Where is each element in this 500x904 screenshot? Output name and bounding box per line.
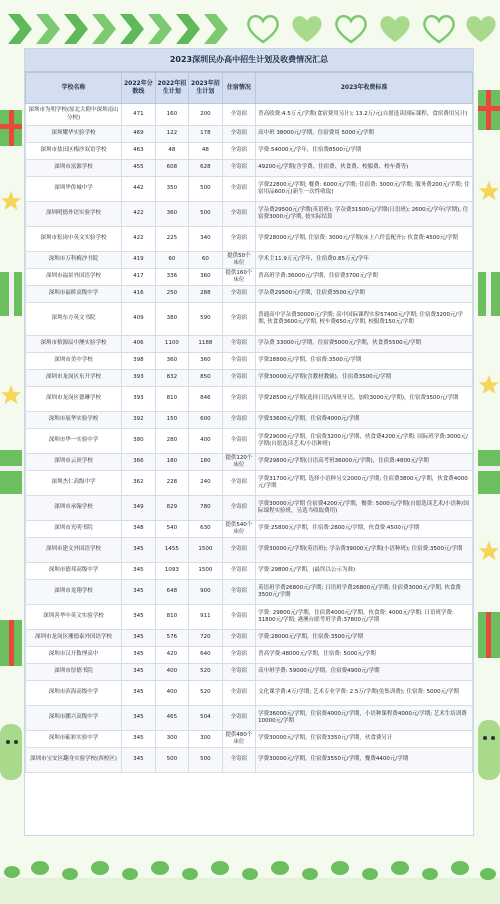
score-2022: 345 xyxy=(122,748,156,773)
school-name: 深圳市为明学校(原北大附中深圳南山分校) xyxy=(26,104,122,126)
plan-2022: 810 xyxy=(155,605,189,630)
boarding-status: 全寄宿 xyxy=(222,104,256,126)
fee-standard: 学术主11.9万元/学年，住宿费0.85万元/学年 xyxy=(256,252,473,269)
plan-2022: 150 xyxy=(155,412,189,429)
fee-standard: 高中班 38000元/学期，住宿费用 5000元/学期 xyxy=(256,126,473,143)
plan-2022: 1100 xyxy=(155,336,189,353)
fee-standard: 学费36000元/学期，住宿费4000元/学期，小语种课程费4000元/学期; 艺术生培训费10000元/学期 xyxy=(256,706,473,731)
school-name: 深圳市富源学校 xyxy=(26,160,122,177)
gift-box-icon xyxy=(0,100,24,150)
school-name: 深圳市德邦高级中学 xyxy=(26,563,122,580)
table-row xyxy=(26,748,473,773)
fee-standard: 学费:54000元/学年，住宿费8500元/学期 xyxy=(256,143,473,160)
table-row xyxy=(26,286,473,303)
fee-standard: 学费29000元/学期，住宿费3200元/学期，伙食费4200元/学期; 国际班学费:3000元/学期(自愿选读艺术/小语种班) xyxy=(256,429,473,454)
mascot-icon xyxy=(476,716,500,780)
plan-2022: 122 xyxy=(155,126,189,143)
plan-2022: 608 xyxy=(155,160,189,177)
boarding-status: 全寄宿 xyxy=(222,370,256,387)
plan-2023: 1188 xyxy=(189,336,223,353)
header-2022-plan: 2022年招生计划 xyxy=(155,73,189,104)
boarding-status: 全寄宿 xyxy=(222,336,256,353)
table-row xyxy=(26,630,473,647)
table-row xyxy=(26,252,473,269)
plan-2023: 720 xyxy=(189,630,223,647)
plan-2022: 810 xyxy=(155,387,189,412)
plan-2023: 500 xyxy=(189,177,223,202)
school-name: 深圳善华中英文实验学校 xyxy=(26,605,122,630)
score-2022: 345 xyxy=(122,580,156,605)
gift-box-icon xyxy=(476,600,500,664)
school-name: 深圳市龙岗区德琳学校 xyxy=(26,387,122,412)
heart-icon xyxy=(290,12,324,46)
fee-standard: 学费:29800元/学期，(最终以公示为准) xyxy=(256,563,473,580)
plan-2023: 360 xyxy=(189,353,223,370)
gift-box-icon xyxy=(0,440,24,500)
gift-box-icon xyxy=(476,76,500,136)
plan-2022: 420 xyxy=(155,647,189,664)
boarding-status: 全寄宿 xyxy=(222,471,256,496)
boarding-status: 全寄宿 xyxy=(222,412,256,429)
star-icon xyxy=(0,384,22,406)
boarding-status: 全寄宿 xyxy=(222,429,256,454)
plan-2023: 300 xyxy=(189,731,223,748)
plan-2023: 780 xyxy=(189,496,223,521)
plan-2023: 850 xyxy=(189,370,223,387)
plan-2023: 178 xyxy=(189,126,223,143)
table-row xyxy=(26,160,473,177)
score-2022: 455 xyxy=(122,160,156,177)
school-name: 深圳市承翰学校 xyxy=(26,496,122,521)
fee-standard: 学费22800元/学期; 餐费: 6000元/学期; 住宿费: 3000元/学期; 服务费200元/学期; 住宿用品600元(新生一次性收取) xyxy=(256,177,473,202)
fee-standard: 学杂费29500元/学期(英语班); 学杂费31500元/学期(日语班); 2600元/学年(学期), 住宿费3000元/学期, 按实际结算 xyxy=(256,202,473,227)
school-name: 深圳市龙岗区珊德泰外国语学校 xyxy=(26,630,122,647)
table-row xyxy=(26,496,473,521)
score-2022: 469 xyxy=(122,126,156,143)
table-row xyxy=(26,143,473,160)
score-2022: 393 xyxy=(122,370,156,387)
school-name: 深圳耀华实验学校 xyxy=(26,126,122,143)
score-2022: 345 xyxy=(122,563,156,580)
boarding-status: 全寄宿 xyxy=(222,227,256,252)
boarding-status: 全寄宿 xyxy=(222,387,256,412)
score-2022: 416 xyxy=(122,286,156,303)
fee-standard: 普高班学费:36000元/学期，住宿费3700元/学期 xyxy=(256,269,473,286)
boarding-status: 全寄宿 xyxy=(222,286,256,303)
fee-standard: 学费30000元/学期(含教材教辅)，住宿费3500元/学期 xyxy=(256,370,473,387)
chevron-right-icon xyxy=(62,14,88,44)
table-row xyxy=(26,454,473,471)
score-2022: 417 xyxy=(122,269,156,286)
plan-2022: 500 xyxy=(155,748,189,773)
school-name: 深圳市万科梅沙书院 xyxy=(26,252,122,269)
score-2022: 398 xyxy=(122,353,156,370)
table-row xyxy=(26,681,473,706)
table-row xyxy=(26,177,473,202)
plan-2022: 228 xyxy=(155,471,189,496)
plan-2022: 250 xyxy=(155,286,189,303)
score-2022: 471 xyxy=(122,104,156,126)
table-row xyxy=(26,104,473,126)
score-2022: 442 xyxy=(122,177,156,202)
fee-standard: 49200元/学期(含学费、住宿费、伙食费、校服费、校车费等) xyxy=(256,160,473,177)
header-2022-score: 2022年分数线 xyxy=(122,73,156,104)
boarding-status: 全寄宿 xyxy=(222,580,256,605)
plan-2022: 225 xyxy=(155,227,189,252)
table-row xyxy=(26,353,473,370)
school-name: 深圳杰仁高级中学 xyxy=(26,471,122,496)
boarding-status: 提供480个床位 xyxy=(222,731,256,748)
fee-table xyxy=(25,72,473,773)
score-2022: 345 xyxy=(122,538,156,563)
plan-2023: 400 xyxy=(189,429,223,454)
table-row xyxy=(26,605,473,630)
school-name: 深圳市建文外国语学校 xyxy=(26,538,122,563)
boarding-status: 全寄宿 xyxy=(222,664,256,681)
fee-standard: 学费29800元/学期(日语高考班36000元/学期)，住宿费:4800元/学期 xyxy=(256,454,473,471)
plan-2023: 1500 xyxy=(189,538,223,563)
boarding-status: 全寄宿 xyxy=(222,748,256,773)
boarding-status: 全寄宿 xyxy=(222,647,256,664)
fee-standard: 学费: 29800元/学期，住宿费4000元/学期，伙食费: 4000元/学期; 日语班学费: 31800元/学期; 港澳台联考班学费:37800元/学期 xyxy=(256,605,473,630)
chevron-right-icon xyxy=(34,14,60,44)
chevron-right-icon xyxy=(202,14,228,44)
score-2022: 366 xyxy=(122,454,156,471)
plan-2022: 280 xyxy=(155,429,189,454)
school-name: 深圳市滨海高级中学 xyxy=(26,681,122,706)
plan-2022: 380 xyxy=(155,303,189,336)
table-title: 2023深圳民办高中招生计划及收费情况汇总 xyxy=(25,49,473,72)
fee-standard: 学费33600元/学期，住宿费4000元/学期 xyxy=(256,412,473,429)
boarding-status: 全寄宿 xyxy=(222,143,256,160)
fee-standard: 学费30000元/学期 住宿费4200元/学期，餐费: 5000元/学期(自愿选读艺术/小语种/国际课程实验班，另选当收取费用) xyxy=(256,496,473,521)
plan-2022: 300 xyxy=(155,731,189,748)
chevron-right-icon xyxy=(6,14,32,44)
plan-2023: 900 xyxy=(189,580,223,605)
chevron-right-icon xyxy=(146,14,172,44)
table-row xyxy=(26,580,473,605)
plan-2022: 576 xyxy=(155,630,189,647)
table-row xyxy=(26,269,473,286)
plan-2022: 1455 xyxy=(155,538,189,563)
school-name: 深圳市砺彩实验中学 xyxy=(26,731,122,748)
plan-2022: 1093 xyxy=(155,563,189,580)
plan-2022: 648 xyxy=(155,580,189,605)
fee-table-sheet xyxy=(24,48,474,836)
table-row xyxy=(26,538,473,563)
plan-2023: 180 xyxy=(189,454,223,471)
header-school-name: 学校名称 xyxy=(26,73,122,104)
school-name: 深圳市厚德书院 xyxy=(26,664,122,681)
table-row xyxy=(26,412,473,429)
fee-standard: 高中班学费: 59000元/学期，住宿费4900元/学期 xyxy=(256,664,473,681)
score-2022: 345 xyxy=(122,630,156,647)
fee-standard: 学杂费 33000元/学期，住宿费5000元/学期，伙食费5500元/学期 xyxy=(256,336,473,353)
boarding-status: 提供540个床位 xyxy=(222,521,256,538)
boarding-status: 全寄宿 xyxy=(222,353,256,370)
school-name: 深圳市华一实验中学 xyxy=(26,429,122,454)
table-row xyxy=(26,303,473,336)
school-name: 深圳市松岗中英文实验学校 xyxy=(26,227,122,252)
score-2022: 393 xyxy=(122,387,156,412)
score-2022: 345 xyxy=(122,681,156,706)
plan-2022: 832 xyxy=(155,370,189,387)
star-icon xyxy=(478,540,500,562)
fee-standard: 学费30000元/学期，住宿费3550元/学期，餐费4400元/学期 xyxy=(256,748,473,773)
fee-standard: 文化课学费:4万/学期; 艺术专业学费: 2.5万/学期(免集训费); 住宿费: 5000元/学期 xyxy=(256,681,473,706)
plan-2023: 590 xyxy=(189,303,223,336)
table-row xyxy=(26,370,473,387)
score-2022: 345 xyxy=(122,664,156,681)
gift-box-icon xyxy=(0,262,24,322)
school-name: 深圳明德外语实验学校 xyxy=(26,202,122,227)
plan-2023: 628 xyxy=(189,160,223,177)
plan-2022: 360 xyxy=(155,353,189,370)
boarding-status: 提供50个床位 xyxy=(222,252,256,269)
plan-2023: 520 xyxy=(189,664,223,681)
table-row xyxy=(26,664,473,681)
boarding-status: 全寄宿 xyxy=(222,303,256,336)
plan-2023: 500 xyxy=(189,748,223,773)
plan-2023: 360 xyxy=(189,269,223,286)
school-name: 深圳市盐田区梅沙双语学校 xyxy=(26,143,122,160)
school-name: 深圳市展华实验学校 xyxy=(26,412,122,429)
plan-2023: 200 xyxy=(189,104,223,126)
fee-standard: 学费:28000元/学期，住宿费:3500元/学期 xyxy=(256,630,473,647)
heart-icon xyxy=(334,12,368,46)
plan-2022: 60 xyxy=(155,252,189,269)
fee-standard: 学费28000元/学期, 住宿费: 3000元/学期(床上六件套配齐); 伙食费:4500元/学期 xyxy=(256,227,473,252)
chevron-right-icon xyxy=(174,14,200,44)
score-2022: 422 xyxy=(122,202,156,227)
gift-box-icon xyxy=(0,608,24,672)
heart-icon xyxy=(246,12,280,46)
fee-standard: 学费30000元/学期，住宿费3350元/学期，伙食费另计 xyxy=(256,731,473,748)
boarding-status: 提供120个床位 xyxy=(222,454,256,471)
table-row xyxy=(26,336,473,353)
boarding-status: 全寄宿 xyxy=(222,563,256,580)
boarding-status: 全寄宿 xyxy=(222,496,256,521)
chevron-right-icon xyxy=(118,14,144,44)
boarding-status: 全寄宿 xyxy=(222,538,256,563)
boarding-status: 全寄宿 xyxy=(222,706,256,731)
school-name: 深圳市云顶学校 xyxy=(26,454,122,471)
plan-2023: 240 xyxy=(189,471,223,496)
plan-2022: 336 xyxy=(155,269,189,286)
score-2022: 345 xyxy=(122,706,156,731)
fee-standard: 普高学费:48000元/学期，住宿费: 5000元/学期 xyxy=(256,647,473,664)
header-2023-plan: 2023年招生计划 xyxy=(189,73,223,104)
score-2022: 345 xyxy=(122,605,156,630)
plan-2023: 60 xyxy=(189,252,223,269)
plan-2023: 846 xyxy=(189,387,223,412)
fee-standard: 普通高中学杂费30000元/学期; 高中国际课程实验57400元/学期; 住宿费3200元/学期, 伙食费3600元/学期, 校车费650元/学期, 校服费150元/学期 xyxy=(256,303,473,336)
boarding-status: 全寄宿 xyxy=(222,605,256,630)
score-2022: 345 xyxy=(122,647,156,664)
plan-2023: 340 xyxy=(189,227,223,252)
mascot-icon xyxy=(0,720,24,780)
school-name: 深圳东方英文书院 xyxy=(26,303,122,336)
table-row xyxy=(26,126,473,143)
table-row xyxy=(26,471,473,496)
plan-2023: 911 xyxy=(189,605,223,630)
plan-2022: 360 xyxy=(155,202,189,227)
school-name: 深圳市美中学校 xyxy=(26,353,122,370)
score-2022: 392 xyxy=(122,412,156,429)
sprout-border xyxy=(0,834,500,904)
chevron-right-icon xyxy=(90,14,116,44)
plan-2023: 1500 xyxy=(189,563,223,580)
fee-standard: 学费28800元/学期，住宿费:3500元/学期 xyxy=(256,353,473,370)
star-icon xyxy=(0,190,22,212)
plan-2023: 500 xyxy=(189,202,223,227)
plan-2023: 48 xyxy=(189,143,223,160)
school-name: 深圳市福桥高级中学 xyxy=(26,286,122,303)
plan-2023: 600 xyxy=(189,412,223,429)
score-2022: 463 xyxy=(122,143,156,160)
heart-icon xyxy=(378,12,412,46)
score-2022: 345 xyxy=(122,731,156,748)
table-header-row xyxy=(26,73,473,104)
school-name: 深圳华侨城中学 xyxy=(26,177,122,202)
fee-standard: 普高收费:4.5万元/学期(食宿费用另计); 13.2万/元(自愿选读国际课程，食宿费用另计) xyxy=(256,104,473,126)
gift-box-icon xyxy=(476,262,500,322)
boarding-status: 全寄宿 xyxy=(222,681,256,706)
star-icon xyxy=(478,180,500,202)
fee-standard: 学费:25800元/学期，住宿费:2800元/学期，伙食费:4500元/学期 xyxy=(256,521,473,538)
fee-standard: 学费30000元/学期(英语班); 学杂费39000元/学期(小语种班); 住宿费:3500元/学期 xyxy=(256,538,473,563)
boarding-status: 全寄宿 xyxy=(222,126,256,143)
school-name: 深圳市格源辰中澳实验学校 xyxy=(26,336,122,353)
score-2022: 422 xyxy=(122,227,156,252)
score-2022: 348 xyxy=(122,521,156,538)
plan-2023: 504 xyxy=(189,706,223,731)
score-2022: 349 xyxy=(122,496,156,521)
score-2022: 406 xyxy=(122,336,156,353)
school-name: 深圳市汉开数理高中 xyxy=(26,647,122,664)
plan-2022: 160 xyxy=(155,104,189,126)
boarding-status: 全寄宿 xyxy=(222,630,256,647)
fee-standard: 学费28500元/学期(选择日语/西班牙语，加收3000元/学期)，住宿费3500元/学期 xyxy=(256,387,473,412)
table-row xyxy=(26,521,473,538)
plan-2023: 630 xyxy=(189,521,223,538)
table-row xyxy=(26,563,473,580)
score-2022: 362 xyxy=(122,471,156,496)
plan-2022: 180 xyxy=(155,454,189,471)
gift-box-icon xyxy=(476,440,500,500)
table-row xyxy=(26,387,473,412)
plan-2022: 829 xyxy=(155,496,189,521)
fee-standard: 学费31700元/学期, 选择小语种另交2000元/学期; 住宿费3800元/学期，伙食费4000元/学期 xyxy=(256,471,473,496)
plan-2022: 400 xyxy=(155,681,189,706)
score-2022: 419 xyxy=(122,252,156,269)
school-name: 深圳市宝安区翻身实验学校(西校区) xyxy=(26,748,122,773)
score-2022: 380 xyxy=(122,429,156,454)
table-row xyxy=(26,731,473,748)
boarding-status: 全寄宿 xyxy=(222,202,256,227)
table-row xyxy=(26,429,473,454)
plan-2023: 640 xyxy=(189,647,223,664)
heart-icon xyxy=(422,12,456,46)
school-name: 深圳市龙翔学校 xyxy=(26,580,122,605)
school-name: 深圳市鹏兴高级中学 xyxy=(26,706,122,731)
score-2022: 409 xyxy=(122,303,156,336)
fee-standard: 学杂费29500元/学期，住宿费3500元/学期 xyxy=(256,286,473,303)
table-row xyxy=(26,202,473,227)
plan-2022: 540 xyxy=(155,521,189,538)
plan-2022: 350 xyxy=(155,177,189,202)
table-row xyxy=(26,706,473,731)
boarding-status: 提供160个床位 xyxy=(222,269,256,286)
school-name: 深圳市龙岗区东升学校 xyxy=(26,370,122,387)
school-name: 深圳市福景外国语学校 xyxy=(26,269,122,286)
plan-2023: 288 xyxy=(189,286,223,303)
fee-standard: 英语班学费26800元/学期; 日语班学费26800元/学期; 住宿费3000元/学期, 伙食费3500元/学期 xyxy=(256,580,473,605)
star-icon xyxy=(478,374,500,396)
plan-2022: 400 xyxy=(155,664,189,681)
plan-2022: 48 xyxy=(155,143,189,160)
header-boarding: 住宿情况 xyxy=(222,73,256,104)
boarding-status: 全寄宿 xyxy=(222,177,256,202)
plan-2023: 520 xyxy=(189,681,223,706)
table-row xyxy=(26,647,473,664)
header-fee-standard: 2023年收费标准 xyxy=(256,73,473,104)
school-name: 深圳市光明书院 xyxy=(26,521,122,538)
heart-icon xyxy=(464,12,498,46)
table-row xyxy=(26,227,473,252)
plan-2022: 465 xyxy=(155,706,189,731)
boarding-status: 全寄宿 xyxy=(222,160,256,177)
